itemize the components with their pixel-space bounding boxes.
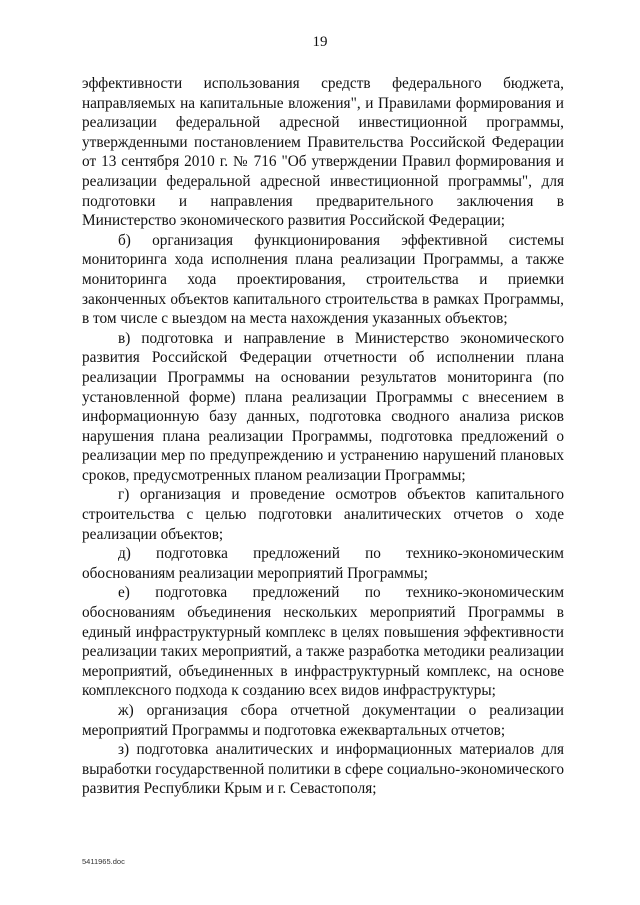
page-number: 19 [312,34,328,50]
document-body [82,74,564,799]
paragraph-item-zh: ж) организация сбора отчетной документации о реализации мероприятий Программы и подготовка ежеквартальных отчетов; [82,702,564,739]
paragraph-item-z: з) подготовка аналитических и информационных материалов для выработки государственной политики в сфере социально-экономического развития Республики Крым и г. Севастополя; [82,741,564,798]
paragraph-item-g: г) организация и проведение осмотров объектов капитального строительства с целью подготовки аналитических отчетов о ходе реализации объектов; [82,486,564,543]
paragraph-item-d: д) подготовка предложений по технико-экономическим обоснованиям реализации мероприятий Программы; [82,545,564,582]
footer-file-reference: 5411965.doc [82,857,125,866]
paragraph-item-v: в) подготовка и направление в Министерство экономического развития Российской Федерации отчетности об исполнении плана реализации Программы на основании результатов мониторинга (по установленной форме) плана реализации Программы с внесением в информационную базу данных, подготовка сводного анализа рисков нарушения плана реализации Программы, подготовка предложений о реализации мер по предупреждению и устранению нарушений плановых сроков, предусмотренных планом реализации Программы; [82,329,564,484]
paragraph-item-e: е) подготовка предложений по технико-экономическим обоснованиям объединения нескольких мероприятий Программы в единый инфраструктурный комплекс в целях повышения эффективности реализации таких мероприятий, а также разработка методики реализации мероприятий, объединенных в инфраструктурный комплекс, на основе комплексного подхода к созданию всех видов инфраструктуры; [82,584,564,700]
paragraph-item-b: б) организация функционирования эффективной системы мониторинга хода исполнения плана реализации Программы, а также мониторинга хода проектирования, строительства и приемки законченных объектов капитального строительства в рамках Программы, в том числе с выездом на места нахождения указанных объектов; [82,231,564,328]
paragraph-continuation: эффективности использования средств федерального бюджета, направляемых на капитальные вложения", и Правилами формирования и реализации федеральной адресной инвестиционной программы, утвержденными постановлением Правительства Российской Федерации от 13 сентября 2010 г. № 716 "Об утверждении Правил формирования и реализации федеральной адресной инвестиционной программы", для подготовки и направления предварительного заключения в Министерство экономического развития Российской Федерации; [82,75,564,230]
